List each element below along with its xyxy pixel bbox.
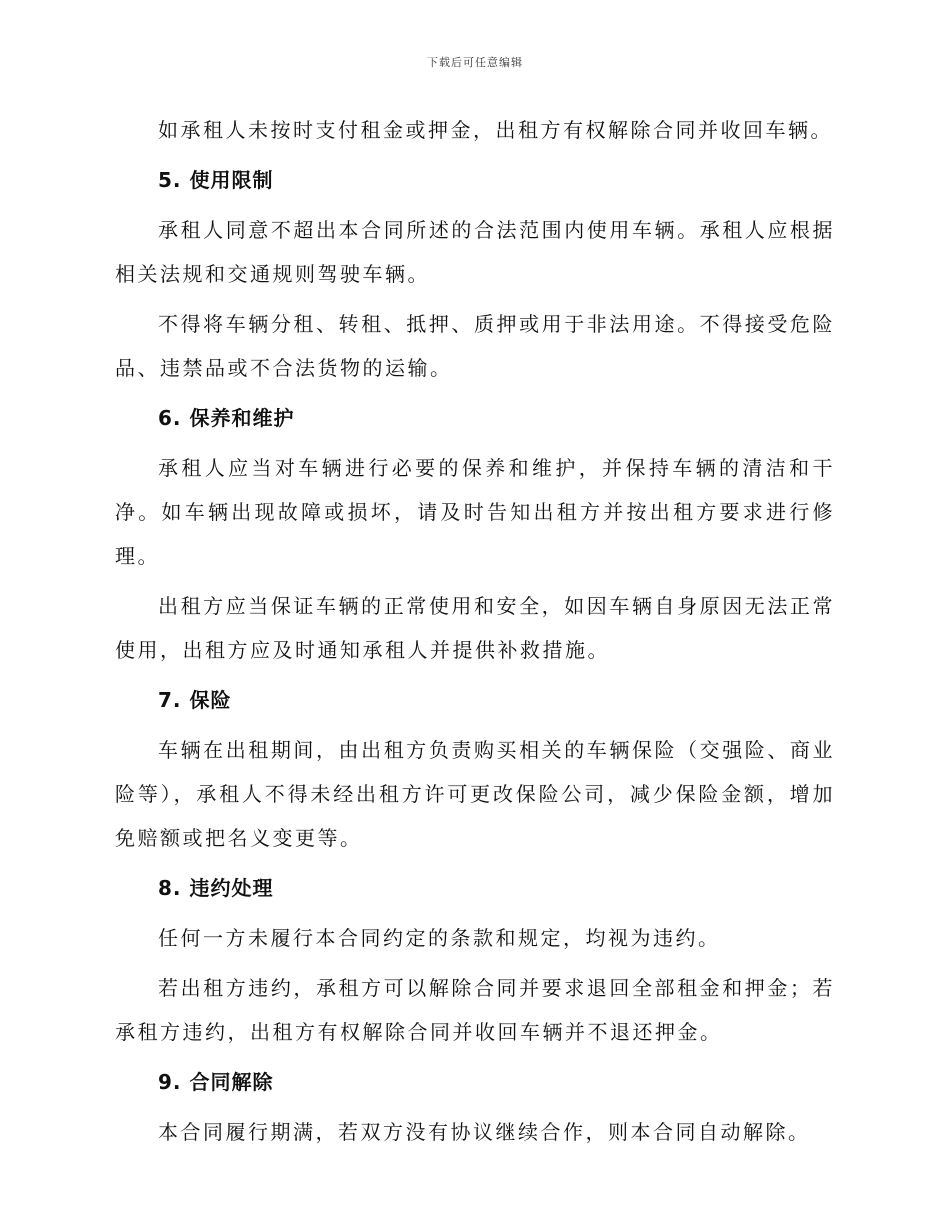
paragraph-breach-remedies: 若出租方违约，承租方可以解除合同并要求退回全部租金和押金；若承租方违约，出租方有权解除合同并收回车辆并不退还押金。 (115, 976, 835, 1044)
paragraph-lessor-obligations: 出租方应当保证车辆的正常使用和安全，如因车辆自身原因无法正常使用，出租方应及时通知承租人并提供补救措施。 (115, 594, 835, 662)
paragraph-usage-scope: 承租人同意不超出本合同所述的合法范围内使用车辆。承租人应根据相关法规和交通规则驾驶车辆。 (115, 218, 835, 286)
paragraph-automatic-termination: 本合同履行期满，若双方没有协议继续合作，则本合同自动解除。 (158, 1120, 811, 1144)
paragraph-insurance-terms: 车辆在出租期间，由出租方负责购买相关的车辆保险（交强险、商业险等），承租人不得未经出租方许可更改保险公司，减少保险金额，增加免赔额或把名义变更等。 (115, 738, 835, 850)
section-heading-insurance: 7. 保险 (158, 688, 232, 712)
paragraph-breach-definition: 任何一方未履行本合同约定的条款和规定，均视为违约。 (158, 926, 721, 950)
header-note: 下载后可任意编辑 (427, 56, 523, 69)
document-body (115, 108, 835, 1154)
paragraph-lessee-maintenance: 承租人应当对车辆进行必要的保养和维护，并保持车辆的清洁和干净。如车辆出现故障或损坏，请及时告知出租方并按出租方要求进行修理。 (115, 456, 835, 568)
paragraph-prohibited-uses: 不得将车辆分租、转租、抵押、质押或用于非法用途。不得接受危险品、违禁品或不合法货物的运输。 (115, 312, 835, 380)
section-heading-breach: 8. 违约处理 (158, 876, 274, 900)
section-heading-contract-termination: 9. 合同解除 (158, 1070, 274, 1094)
paragraph-termination-clause: 如承租人未按时支付租金或押金，出租方有权解除合同并收回车辆。 (158, 118, 833, 142)
section-heading-maintenance: 6. 保养和维护 (158, 406, 295, 430)
section-heading-usage-restrictions: 5. 使用限制 (158, 168, 274, 192)
